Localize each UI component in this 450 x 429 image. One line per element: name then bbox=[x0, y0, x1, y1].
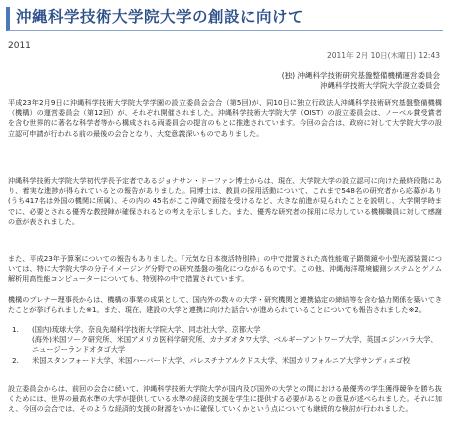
article-title: 沖縄科学技術大学院大学の創設に向けて bbox=[16, 8, 305, 26]
year-label: 2011 bbox=[8, 41, 31, 51]
paragraph-2: 沖縄科学技術大学院大学初代学長予定者であるジョナサン・ドーファン博士からは、現在、大学院大学の設立認可に向けた最終段階にあり、着実な進捗が得られているとの報告がありました。同博士は、教員の採用活動について、これまで548名の研究者から応募があり(うち417名は外国の機関に所属）、その内の 45名がここ沖縄で面接を受けるなど、大きな前進が見られたことを説明し、大学開学時までに、必要とされる優秀な教授陣が確保されるとの考えを示しました。また、優秀な研究者の採用に尽力している機構職員に対して感謝の意が表されました。 bbox=[8, 176, 442, 226]
list-line: (国内)琉球大学、奈良先端科学技術大学院大学、同志社大学、京都大学 bbox=[32, 325, 261, 334]
partner-list bbox=[8, 325, 442, 366]
paragraph-3: また、平成23年予算案についての報告もありました。「元気な日本復活特別枠」の中で措置された高性能電子顕微鏡や小型光源装置については、特に大学院大学の分子イメージング分野での研究基盤の強化につながるものです。この他、沖縄海洋環境観測システムとゲノム解析用高性能コンピューターについても、特別枠の中で措置されています。 bbox=[8, 254, 442, 284]
list-line: (海外)米国ソーク研究所、米国アメリカ医科学研究所、カナダオタワ大学、ベルギーアントワープ大学、英国エジンバラ大学、 bbox=[32, 335, 438, 345]
org-line-1: (独) 沖縄科学技術研究基盤整備機構運営委員会 bbox=[281, 71, 440, 80]
list-number: 1. bbox=[12, 325, 19, 334]
list-item bbox=[8, 325, 442, 356]
paragraph-4: 機構のプレナー理事長からは、機構の事業の成果として、国内外の数々の大学・研究機関と連携協定の締結等を含む協力関係を築いてきたことが挙げられました※1。また、現在、建設の大学と連携に向けた話合いが進められていることについても報告されました※2。 bbox=[8, 295, 442, 315]
closing-paragraph: 設立委員会からは、前回の会合に続いて、沖縄科学技術大学院大学が国内及び国外の大学との間における最優秀の学生獲得競争を勝ち抜くためには、世界の最高水準の大学が提供している水準の経済的支援を学生に提供する必要があるとの意見が述べられました。それに加え、今回の会合では、そのような経済的支援の財源をいかに確保していくかという点についても継続的な検討が行われました。 bbox=[8, 384, 442, 414]
paragraph-1: 平成23年2月9日に沖縄科学技術大学院大学学園の設立委員会会合（第5回)が、同10日に独立行政法人沖縄科学技術研究基盤整備機構（機構）の運営委員会（第12回）が、それぞれ開催されました。沖縄科学技術大学院大学（OIST）の設立委員会は、ノーベル賞受賞者を含む世界的に著名な科学者等から構成される両委員会の提言のもとに推進されています。今回の会合は、政府に対して大学院大学の設立認可申請が行われる前の最後の会合となり、大変意義深いものでありました。 bbox=[8, 98, 442, 138]
list-line: 米国スタンフォード大学、米国ハーバード大学、パレスチナアルクドス大学、米国カリフォルニア大学サンディエゴ校 bbox=[32, 355, 411, 365]
article-title-bar bbox=[6, 7, 443, 31]
list-line: ニュージーランドオタゴ大学 bbox=[32, 345, 126, 355]
list-item bbox=[8, 356, 442, 366]
org-line-2: 沖縄科学技術大学院大学設立委員会 bbox=[320, 81, 440, 90]
list-number: 2. bbox=[12, 355, 19, 365]
publish-date: 2011年 2月 10日(木曜日) 12:43 bbox=[326, 51, 440, 60]
